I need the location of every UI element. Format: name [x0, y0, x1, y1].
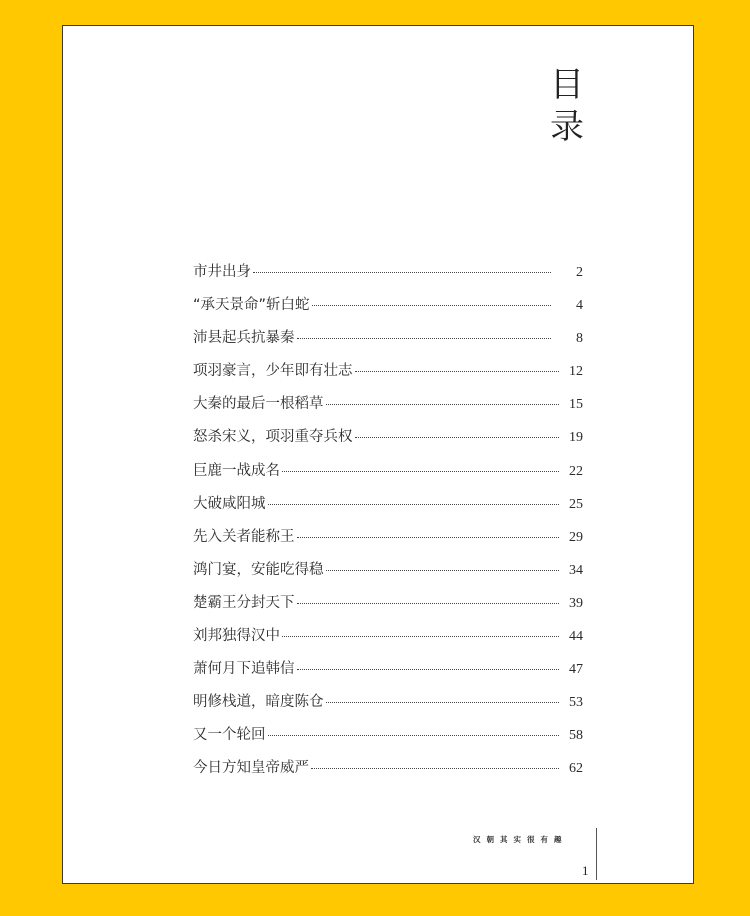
toc-entry-title: 鸿门宴，安能吃得稳 [193, 561, 324, 578]
toc-entry-page: 39 [569, 595, 583, 611]
toc-entry-title: 项羽豪言，少年即有壮志 [193, 363, 353, 380]
table-of-contents [193, 260, 583, 790]
title-char-2: 录 [550, 107, 584, 147]
toc-entry-title: 明修栈道，暗度陈仓 [193, 694, 324, 711]
toc-entry [193, 558, 583, 591]
toc-entry-page: 2 [576, 265, 583, 280]
toc-entry [193, 525, 583, 558]
toc-entry-page: 15 [569, 397, 583, 413]
toc-entry [193, 326, 583, 359]
toc-entry-title: 楚霸王分封天下 [193, 594, 295, 611]
toc-entry [193, 624, 583, 657]
dot-leader [312, 305, 551, 306]
toc-entry [193, 425, 583, 458]
running-footer-book-title: 汉朝其实很有趣 [473, 835, 568, 844]
toc-entry-page: 62 [569, 761, 583, 777]
toc-entry-page: 34 [569, 562, 583, 578]
toc-entry-title: 大破咸阳城 [193, 495, 266, 512]
dot-leader [297, 537, 560, 538]
toc-entry-title: 巨鹿一战成名 [193, 462, 280, 479]
toc-entry-page: 22 [569, 463, 583, 479]
book-page [62, 25, 694, 884]
toc-entry-title: 沛县起兵抗暴秦 [193, 330, 295, 347]
title-char-1: 目 [550, 65, 584, 105]
toc-entry-page: 29 [569, 529, 583, 545]
toc-entry [193, 260, 583, 293]
dot-leader [326, 702, 560, 703]
toc-entry [193, 591, 583, 624]
dot-leader [282, 471, 559, 472]
toc-entry-title: 今日方知皇帝威严 [193, 760, 309, 777]
toc-entry [193, 756, 583, 789]
dot-leader [311, 768, 559, 769]
page-title [547, 64, 587, 148]
toc-entry [193, 359, 583, 392]
toc-entry-title: 又一个轮回 [193, 727, 266, 744]
toc-entry-page: 19 [569, 430, 583, 446]
toc-entry-page: 58 [569, 728, 583, 744]
dot-leader [297, 669, 560, 670]
dot-leader [326, 570, 560, 571]
toc-entry-page: 25 [569, 496, 583, 512]
toc-entry-title: 萧何月下追韩信 [193, 661, 295, 678]
toc-entry [193, 392, 583, 425]
dot-leader [355, 437, 560, 438]
dot-leader [355, 371, 560, 372]
toc-entry-title: “承天景命”斩白蛇 [193, 297, 310, 314]
toc-entry [193, 657, 583, 690]
toc-entry-page: 4 [576, 298, 583, 314]
dot-leader [297, 338, 552, 339]
toc-entry-title: 怒杀宋义，项羽重夺兵权 [193, 429, 353, 446]
toc-entry [193, 723, 583, 756]
dot-leader [297, 603, 560, 604]
dot-leader [268, 735, 560, 736]
toc-entry-title: 大秦的最后一根稻草 [193, 396, 324, 413]
toc-entry-page: 47 [569, 662, 583, 678]
toc-entry-page: 8 [576, 331, 583, 347]
toc-entry-page: 12 [569, 364, 583, 380]
toc-entry-title: 市井出身 [193, 264, 251, 280]
toc-entry-title: 先入关者能称王 [193, 528, 295, 545]
toc-entry [193, 690, 583, 723]
toc-entry-page: 53 [569, 695, 583, 711]
toc-entry [193, 293, 583, 326]
dot-leader [326, 404, 560, 405]
page-number: 1 [582, 863, 589, 878]
toc-entry [193, 459, 583, 492]
footer-divider [596, 828, 597, 880]
toc-entry-title: 刘邦独得汉中 [193, 628, 280, 645]
dot-leader [253, 272, 551, 273]
toc-entry [193, 492, 583, 525]
dot-leader [268, 504, 560, 505]
dot-leader [282, 636, 559, 637]
toc-entry-page: 44 [569, 629, 583, 645]
